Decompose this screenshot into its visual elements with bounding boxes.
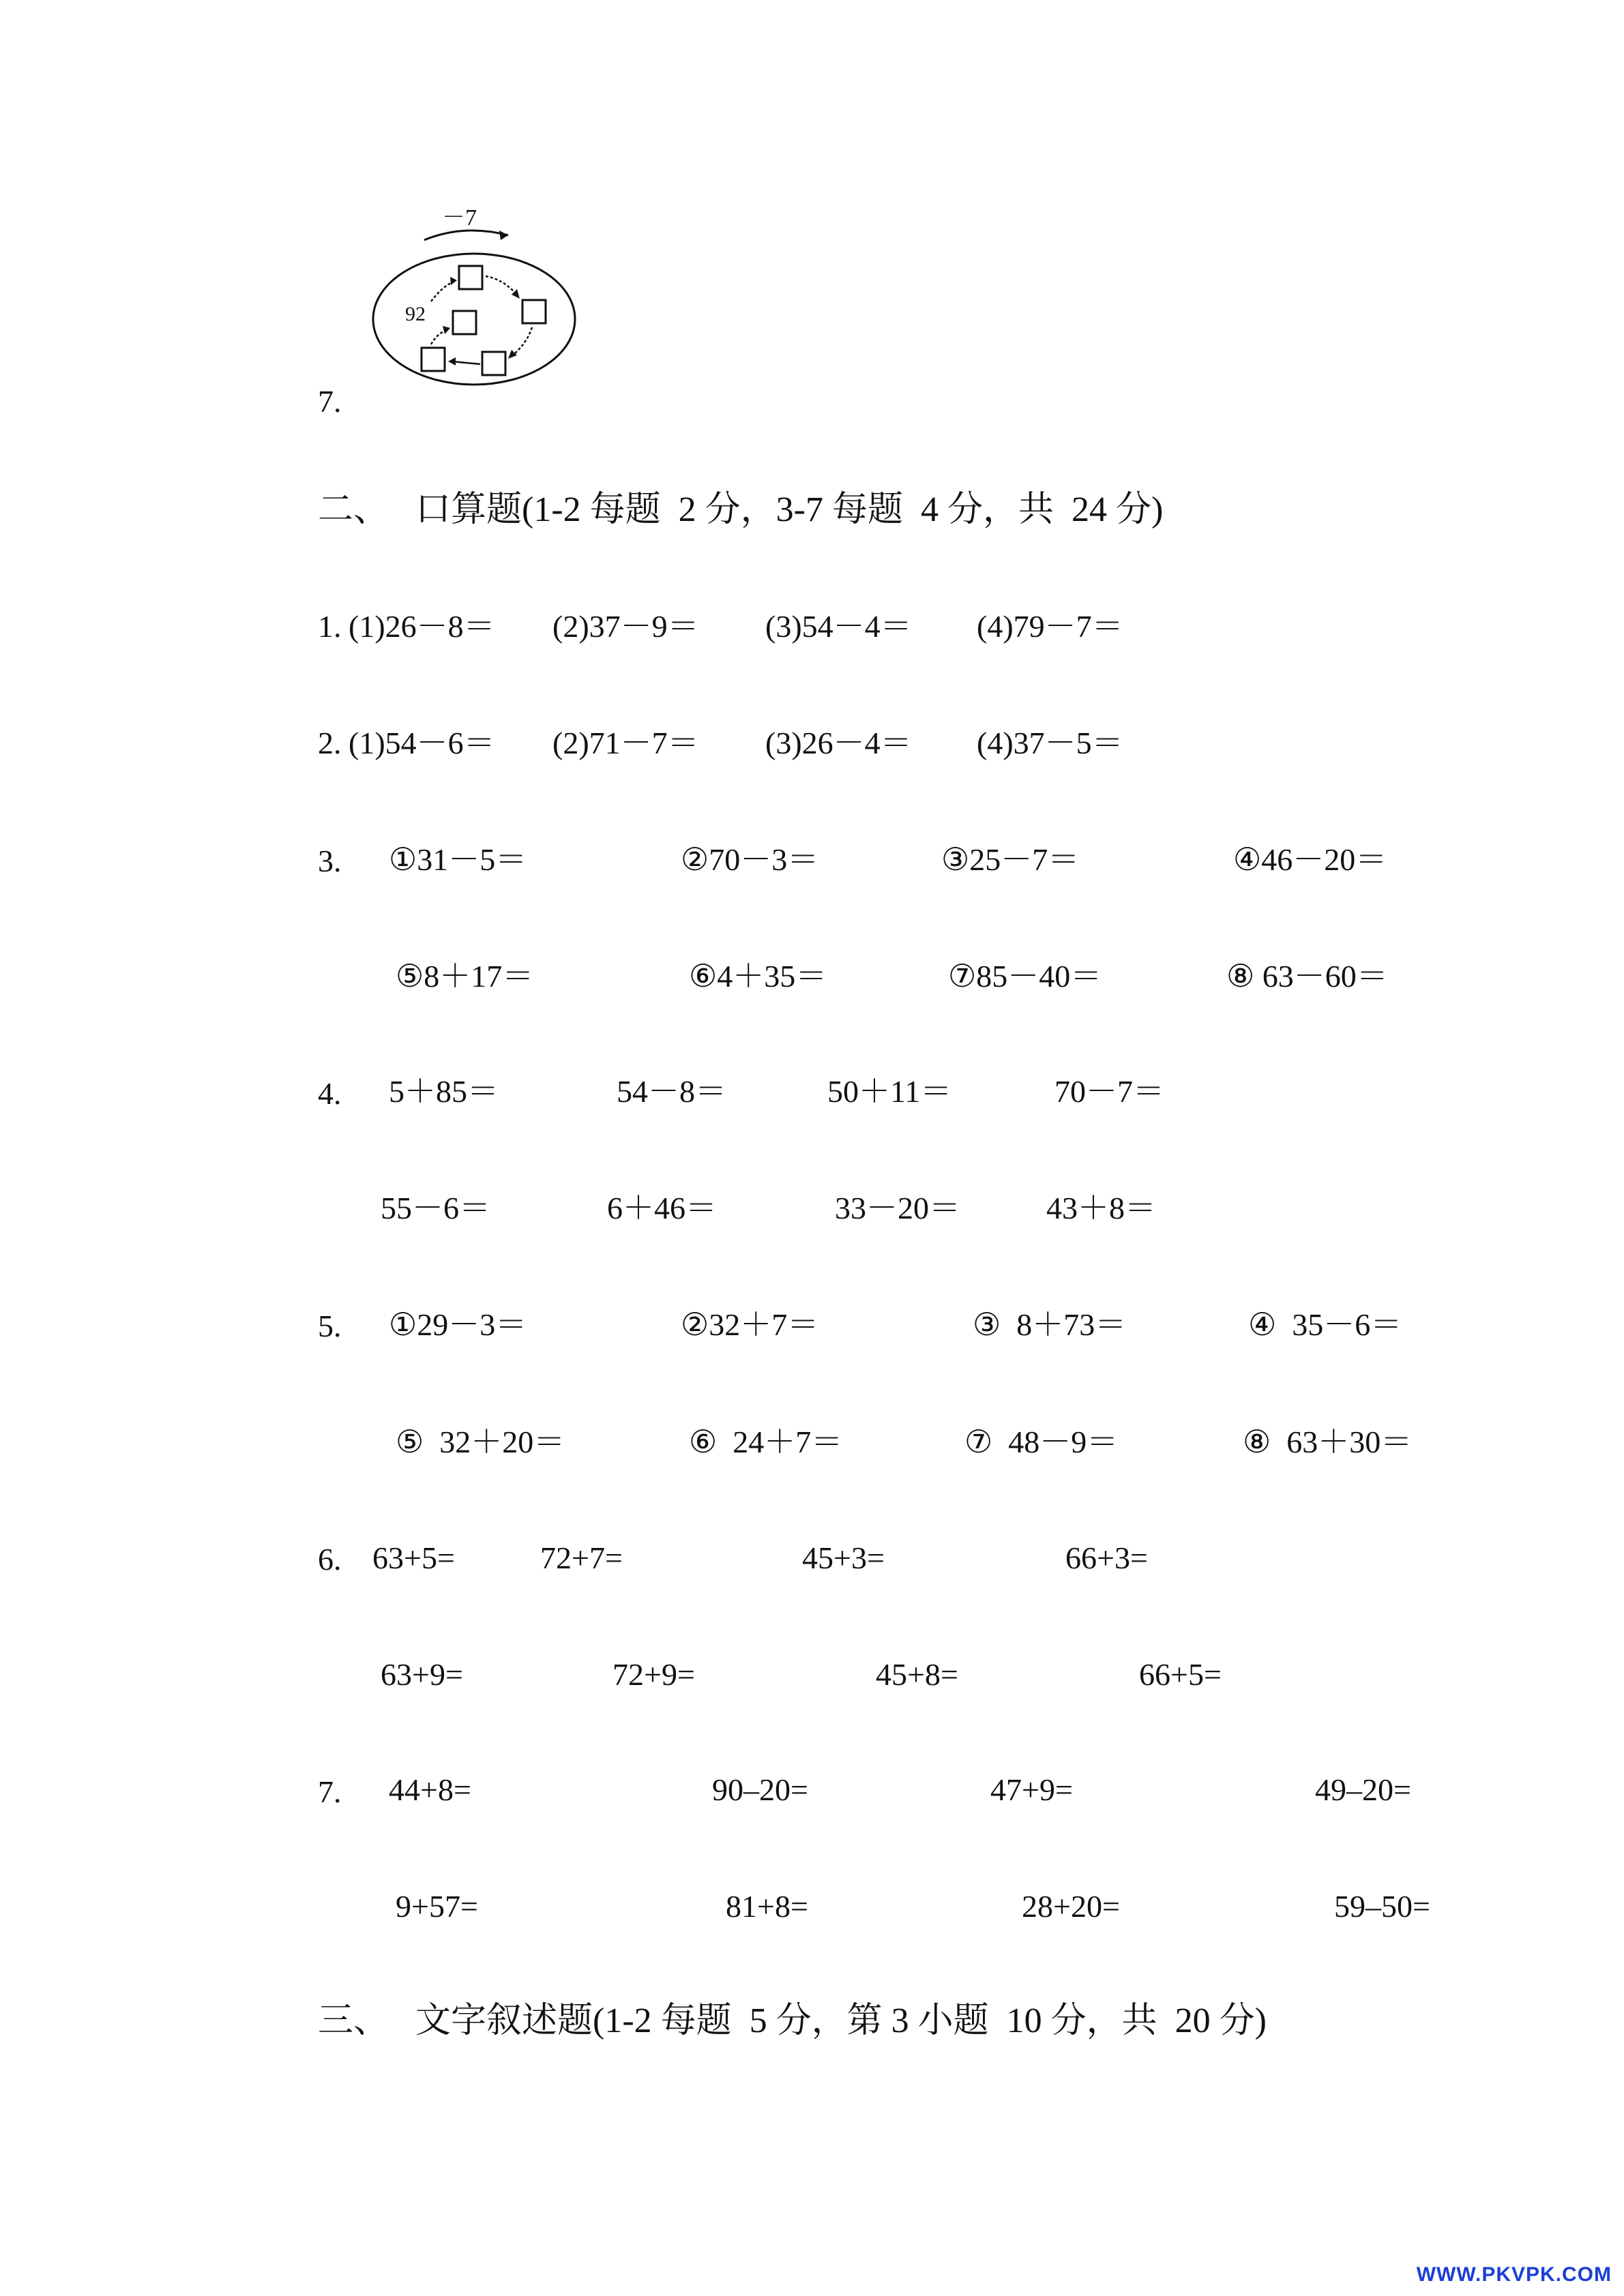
q5-number: 5. — [318, 1309, 342, 1343]
q7-number: 7. — [318, 384, 342, 419]
q5-item-5: ⑤ 32＋20＝ — [396, 1425, 565, 1459]
q4-item-3: 50＋11＝ — [827, 1074, 952, 1109]
q4-number: 4. — [318, 1076, 342, 1111]
q1-item-1: (1)26－8＝ — [349, 609, 495, 644]
diagram-arrow-3 — [452, 361, 480, 364]
diagram-box-3 — [482, 352, 505, 375]
q7-item-5: 9+57= — [396, 1889, 478, 1924]
diagram-box-2 — [522, 300, 546, 323]
q2-number: 2. — [318, 726, 342, 760]
q7-item-8: 59–50= — [1334, 1889, 1430, 1924]
diagram-box-1 — [459, 266, 482, 289]
q1-item-2: (2)37－9＝ — [552, 609, 699, 644]
q3-item-7: ⑦85－40＝ — [948, 959, 1102, 994]
q1-number: 1. — [318, 609, 342, 644]
q2-item-1: (1)54－6＝ — [349, 726, 495, 760]
section-2-title: 二、 口算题(1-2 每题 2 分，3-7 每题 4 分，共 24 分) — [318, 490, 1164, 529]
q5-item-1: ①29－3＝ — [389, 1307, 527, 1342]
q4-item-4: 70－7＝ — [1054, 1074, 1164, 1109]
q5-item-7: ⑦ 48－9＝ — [964, 1425, 1119, 1459]
diagram-start-value: 92 — [405, 303, 426, 325]
q4-item-6: 6＋46＝ — [607, 1191, 717, 1225]
q6-item-5: 63+9= — [381, 1657, 463, 1692]
diagram-top-arrow — [424, 230, 508, 240]
q7-item-6: 81+8= — [726, 1889, 808, 1924]
q6-number: 6. — [318, 1542, 342, 1577]
q6-item-1: 63+5= — [372, 1540, 455, 1575]
q5-item-4: ④ 35－6＝ — [1248, 1307, 1402, 1342]
q6-item-3: 45+3= — [802, 1540, 885, 1575]
q5-item-2: ②32＋7＝ — [681, 1307, 819, 1342]
q6-item-6: 72+9= — [612, 1657, 695, 1692]
q4-item-2: 54－8＝ — [617, 1074, 726, 1109]
q3-item-4: ④46－20＝ — [1233, 842, 1387, 877]
number-cycle-diagram — [368, 205, 587, 409]
diagram-arrow-label: －7 — [442, 205, 477, 230]
q3-number: 3. — [318, 844, 342, 878]
q7-item-7: 28+20= — [1022, 1889, 1120, 1924]
q1-item-3: (3)54－4＝ — [765, 609, 912, 644]
q1-item-4: (4)79－7＝ — [977, 609, 1123, 644]
q7-item-3: 47+9= — [990, 1772, 1073, 1807]
q5-item-3: ③ 8＋73＝ — [973, 1307, 1127, 1342]
diagram-box-4 — [422, 348, 445, 371]
q7-item-4: 49–20= — [1315, 1772, 1411, 1807]
q6-item-4: 66+3= — [1065, 1540, 1148, 1575]
q6-item-7: 45+8= — [876, 1657, 958, 1692]
q2-item-3: (3)26－4＝ — [765, 726, 912, 760]
q7-item-2: 90–20= — [712, 1772, 808, 1807]
q5-item-6: ⑥ 24＋7＝ — [689, 1425, 843, 1459]
site-watermark: WWW.PKVPK.COM — [1416, 2263, 1612, 2286]
q6-item-8: 66+5= — [1139, 1657, 1222, 1692]
q7-item-1: 44+8= — [389, 1772, 471, 1807]
q3-item-5: ⑤8＋17＝ — [396, 959, 534, 994]
q4-item-8: 43＋8＝ — [1046, 1191, 1156, 1225]
q7-exercise-number: 7. — [318, 1774, 342, 1809]
q4-item-5: 55－6＝ — [381, 1191, 490, 1225]
q4-item-1: 5＋85＝ — [389, 1074, 499, 1109]
q3-item-3: ③25－7＝ — [941, 842, 1080, 877]
q3-item-8: ⑧ 63－60＝ — [1226, 959, 1388, 994]
diagram-box-center — [453, 311, 476, 334]
q3-item-2: ②70－3＝ — [681, 842, 819, 877]
q5-item-8: ⑧ 63＋30＝ — [1243, 1425, 1413, 1459]
q4-item-7: 33－20＝ — [835, 1191, 960, 1225]
section-3-title: 三、 文字叙述题(1-2 每题 5 分，第 3 小题 10 分，共 20 分) — [318, 2001, 1267, 2040]
q3-item-6: ⑥4＋35＝ — [689, 959, 827, 994]
q3-item-1: ①31－5＝ — [389, 842, 527, 877]
q2-item-2: (2)71－7＝ — [552, 726, 699, 760]
q6-item-2: 72+7= — [540, 1540, 623, 1575]
q2-item-4: (4)37－5＝ — [977, 726, 1123, 760]
